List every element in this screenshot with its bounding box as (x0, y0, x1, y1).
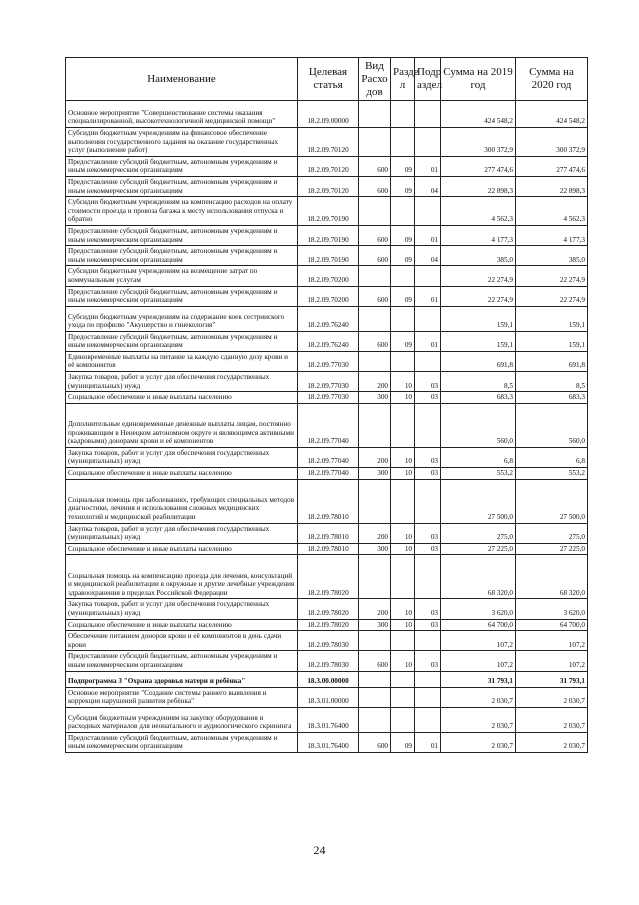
table-cell-name: Субсидии бюджетным учреждениям на финансовое обеспечение выполнения государственного задания на оказание государственных услуг (выполнение работ) (66, 128, 298, 157)
table-cell-target-article: 18.2.09.70120 (298, 156, 359, 176)
budget-page (65, 57, 587, 753)
table-row (66, 331, 588, 351)
table-cell-sum-2020: 691,8 (516, 351, 588, 371)
table-cell-target-article: 18.3.01.76400 (298, 707, 359, 732)
table-cell-target-article: 18.2.09.77040 (298, 403, 359, 447)
table-cell-section: 09 (391, 225, 415, 245)
table-cell-sum-2019: 2 030,7 (441, 687, 516, 707)
table-cell-sum-2019: 68 320,0 (441, 555, 516, 599)
table-cell-expense-type: 300 (359, 543, 391, 555)
table-cell-sum-2020: 31 793,1 (516, 671, 588, 687)
table-cell-section (391, 197, 415, 226)
header-sum-2019: Сумма на 2019 год (441, 58, 516, 101)
table-cell-section: 10 (391, 543, 415, 555)
table-row (66, 523, 588, 543)
table-cell-sum-2019: 2 030,7 (441, 707, 516, 732)
table-row (66, 372, 588, 392)
table-cell-expense-type (359, 707, 391, 732)
table-row (66, 286, 588, 306)
table-cell-expense-type (359, 101, 391, 128)
table-cell-sum-2019: 27 225,0 (441, 543, 516, 555)
table-cell-section: 09 (391, 246, 415, 266)
table-cell-section (391, 403, 415, 447)
table-cell-expense-type: 300 (359, 468, 391, 480)
table-cell-section (391, 101, 415, 128)
table-cell-expense-type (359, 687, 391, 707)
table-cell-sum-2019: 159,1 (441, 306, 516, 331)
table-cell-target-article: 18.2.09.77040 (298, 468, 359, 480)
table-cell-target-article: 18.2.09.70200 (298, 266, 359, 286)
header-name: Наименование (66, 58, 298, 101)
table-cell-sum-2020: 107,2 (516, 631, 588, 651)
table-cell-sum-2019: 3 620,0 (441, 599, 516, 619)
table-cell-sum-2020: 560,0 (516, 403, 588, 447)
table-cell-sum-2019: 159,1 (441, 331, 516, 351)
table-cell-target-article: 18.2.09.76240 (298, 331, 359, 351)
table-cell-sum-2019: 275,0 (441, 523, 516, 543)
header-subsection: Подр аздел (415, 58, 441, 101)
table-cell-name: Дополнительные единовременные денежные выплаты лицам, постоянно проживающим в Ненецком автономном округе и являющимся активными (кадровыми) донорами крови и её компонентов (66, 403, 298, 447)
table-cell-expense-type: 200 (359, 372, 391, 392)
table-cell-sum-2019: 27 500,0 (441, 479, 516, 523)
table-row (66, 156, 588, 176)
table-row (66, 468, 588, 480)
table-cell-section: 09 (391, 176, 415, 196)
table-cell-section (391, 707, 415, 732)
table-cell-section (391, 671, 415, 687)
table-cell-expense-type (359, 197, 391, 226)
table-cell-sum-2020: 300 372,9 (516, 128, 588, 157)
table-cell-name: Подпрограмма 3 "Охрана здоровья матери и ребёнка" (66, 671, 298, 687)
table-cell-sum-2020: 22 274,9 (516, 266, 588, 286)
table-cell-sum-2019: 22 274,9 (441, 266, 516, 286)
table-cell-name: Закупка товаров, работ и услуг для обеспечения государственных (муниципальных) нужд (66, 372, 298, 392)
table-cell-name: Предоставление субсидий бюджетным, автономным учреждениям и иным некоммерческим организациям (66, 176, 298, 196)
table-row (66, 176, 588, 196)
table-cell-subsection (415, 306, 441, 331)
table-cell-name: Социальное обеспечение и иные выплаты населению (66, 619, 298, 631)
header-sum-2020: Сумма на 2020 год (516, 58, 588, 101)
table-cell-subsection (415, 197, 441, 226)
table-row (66, 128, 588, 157)
table-cell-sum-2019: 560,0 (441, 403, 516, 447)
table-cell-target-article: 18.2.09.78020 (298, 555, 359, 599)
table-row (66, 619, 588, 631)
table-cell-subsection: 03 (415, 619, 441, 631)
table-row (66, 351, 588, 371)
table-cell-subsection (415, 403, 441, 447)
table-cell-sum-2020: 553,2 (516, 468, 588, 480)
table-cell-subsection: 01 (415, 156, 441, 176)
table-cell-subsection: 04 (415, 246, 441, 266)
table-cell-sum-2020: 683,3 (516, 392, 588, 404)
table-row (66, 225, 588, 245)
table-cell-target-article: 18.3.01.00000 (298, 687, 359, 707)
table-cell-section (391, 306, 415, 331)
table-cell-sum-2019: 107,2 (441, 651, 516, 671)
table-cell-sum-2020: 159,1 (516, 331, 588, 351)
table-cell-name: Предоставление субсидий бюджетным, автономным учреждениям и иным некоммерческим организациям (66, 651, 298, 671)
table-cell-sum-2019: 64 700,0 (441, 619, 516, 631)
table-cell-section: 10 (391, 392, 415, 404)
table-cell-sum-2019: 385,0 (441, 246, 516, 266)
table-cell-subsection: 01 (415, 286, 441, 306)
table-row (66, 631, 588, 651)
table-cell-sum-2019: 277 474,6 (441, 156, 516, 176)
table-cell-subsection: 03 (415, 651, 441, 671)
table-cell-expense-type (359, 671, 391, 687)
table-cell-sum-2019: 22 898,3 (441, 176, 516, 196)
table-cell-sum-2020: 4 562,3 (516, 197, 588, 226)
table-cell-sum-2020: 277 474,6 (516, 156, 588, 176)
table-cell-sum-2020: 2 030,7 (516, 707, 588, 732)
table-cell-name: Социальная помощь при заболеваниях, требующих специальных методов диагностики, лечения и использования сложных медицинских технологий и медицинской реабилитации (66, 479, 298, 523)
table-cell-subsection (415, 479, 441, 523)
table-cell-sum-2019: 300 372,9 (441, 128, 516, 157)
table-cell-subsection: 03 (415, 543, 441, 555)
header-target-article: Целевая статья (298, 58, 359, 101)
table-cell-target-article: 18.2.09.78020 (298, 619, 359, 631)
table-cell-expense-type: 600 (359, 156, 391, 176)
table-cell-name: Предоставление субсидий бюджетным, автономным учреждениям и иным некоммерческим организациям (66, 732, 298, 752)
table-cell-sum-2020: 3 620,0 (516, 599, 588, 619)
table-row (66, 543, 588, 555)
table-cell-sum-2020: 27 500,0 (516, 479, 588, 523)
table-cell-target-article: 18.2.09.78030 (298, 651, 359, 671)
table-cell-section: 10 (391, 651, 415, 671)
table-cell-target-article: 18.2.09.77030 (298, 372, 359, 392)
table-cell-name: Обеспечение питанием доноров крови и её компонентов в день сдачи крови (66, 631, 298, 651)
table-cell-name: Субсидии бюджетным учреждениям на содержание коек сестринского ухода по профилю "Акушерство и гинекология" (66, 306, 298, 331)
table-cell-section (391, 128, 415, 157)
table-row (66, 732, 588, 752)
table-cell-section: 09 (391, 156, 415, 176)
table-cell-subsection (415, 555, 441, 599)
table-cell-expense-type: 300 (359, 619, 391, 631)
table-cell-subsection: 03 (415, 392, 441, 404)
table-cell-target-article: 18.3.01.76400 (298, 732, 359, 752)
table-cell-target-article: 18.2.09.78030 (298, 631, 359, 651)
table-row (66, 306, 588, 331)
table-cell-expense-type: 600 (359, 246, 391, 266)
table-cell-sum-2020: 22 898,3 (516, 176, 588, 196)
table-cell-subsection: 01 (415, 732, 441, 752)
table-cell-section (391, 687, 415, 707)
table-cell-sum-2019: 424 548,2 (441, 101, 516, 128)
table-cell-sum-2019: 107,2 (441, 631, 516, 651)
table-cell-subsection: 03 (415, 372, 441, 392)
table-cell-section: 09 (391, 732, 415, 752)
table-cell-sum-2020: 27 225,0 (516, 543, 588, 555)
table-row (66, 555, 588, 599)
table-row (66, 707, 588, 732)
table-cell-expense-type: 200 (359, 447, 391, 467)
table-cell-target-article: 18.2.09.70120 (298, 176, 359, 196)
table-body (66, 101, 588, 753)
table-cell-sum-2020: 385,0 (516, 246, 588, 266)
table-cell-name: Предоставление субсидий бюджетным, автономным учреждениям и иным некоммерческим организациям (66, 286, 298, 306)
table-cell-subsection: 03 (415, 599, 441, 619)
table-cell-expense-type: 300 (359, 392, 391, 404)
table-cell-subsection: 03 (415, 468, 441, 480)
table-cell-section: 10 (391, 468, 415, 480)
table-cell-subsection (415, 101, 441, 128)
table-cell-sum-2019: 22 274,9 (441, 286, 516, 306)
table-cell-section (391, 351, 415, 371)
table-cell-expense-type: 600 (359, 176, 391, 196)
table-cell-target-article: 18.2.09.77030 (298, 392, 359, 404)
table-cell-subsection: 01 (415, 331, 441, 351)
table-row (66, 101, 588, 128)
table-cell-name: Социальное обеспечение и иные выплаты населению (66, 543, 298, 555)
table-cell-section: 10 (391, 619, 415, 631)
table-cell-expense-type (359, 128, 391, 157)
table-row (66, 447, 588, 467)
table-cell-subsection (415, 266, 441, 286)
table-cell-expense-type: 200 (359, 599, 391, 619)
table-cell-expense-type (359, 555, 391, 599)
table-cell-sum-2019: 8,5 (441, 372, 516, 392)
table-cell-target-article: 18.2.09.70190 (298, 197, 359, 226)
table-cell-target-article: 18.2.09.78010 (298, 523, 359, 543)
table-cell-expense-type (359, 631, 391, 651)
table-cell-sum-2019: 6,8 (441, 447, 516, 467)
table-cell-name: Предоставление субсидий бюджетным, автономным учреждениям и иным некоммерческим организациям (66, 225, 298, 245)
table-cell-subsection (415, 631, 441, 651)
table-cell-expense-type (359, 479, 391, 523)
table-row (66, 599, 588, 619)
table-cell-sum-2020: 424 548,2 (516, 101, 588, 128)
table-cell-name: Социальное обеспечение и иные выплаты населению (66, 392, 298, 404)
table-cell-name: Субсидии бюджетным учреждениям на возмещение затрат по коммунальным услугам (66, 266, 298, 286)
table-row (66, 479, 588, 523)
table-cell-sum-2020: 68 320,0 (516, 555, 588, 599)
table-cell-target-article: 18.2.09.78010 (298, 543, 359, 555)
table-cell-section: 10 (391, 523, 415, 543)
table-cell-subsection (415, 707, 441, 732)
table-cell-sum-2020: 2 030,7 (516, 732, 588, 752)
table-cell-expense-type: 600 (359, 225, 391, 245)
table-cell-target-article: 18.2.09.70120 (298, 128, 359, 157)
table-cell-section (391, 555, 415, 599)
table-row (66, 651, 588, 671)
table-cell-expense-type: 200 (359, 523, 391, 543)
table-cell-sum-2019: 553,2 (441, 468, 516, 480)
table-cell-sum-2020: 64 700,0 (516, 619, 588, 631)
table-cell-sum-2019: 2 030,7 (441, 732, 516, 752)
table-cell-expense-type (359, 351, 391, 371)
table-cell-target-article: 18.2.09.77030 (298, 351, 359, 371)
table-cell-target-article: 18.2.09.78010 (298, 479, 359, 523)
table-cell-target-article: 18.2.09.77040 (298, 447, 359, 467)
table-cell-name: Социальное обеспечение и иные выплаты населению (66, 468, 298, 480)
table-cell-name: Субсидии бюджетным учреждениям на компенсацию расходов на оплату стоимости проезда и провоза багажа к месту использования отпуска и обратно (66, 197, 298, 226)
table-cell-name: Социальная помощь на компенсацию проезда для лечения, консультаций и медицинской реабилитации в окружные и другие лечебные учреждения здравоохранения в пределах Российской Федерации (66, 555, 298, 599)
header-section: Разде л (391, 58, 415, 101)
table-cell-sum-2020: 159,1 (516, 306, 588, 331)
table-cell-subsection: 03 (415, 523, 441, 543)
table-cell-expense-type: 600 (359, 732, 391, 752)
table-cell-sum-2020: 22 274,9 (516, 286, 588, 306)
table-cell-name: Основное мероприятие "Создание системы раннего выявления и коррекции нарушений развития ребёнка" (66, 687, 298, 707)
table-cell-section: 10 (391, 599, 415, 619)
table-cell-name: Предоставление субсидий бюджетным, автономным учреждениям и иным некоммерческим организациям (66, 156, 298, 176)
table-cell-sum-2020: 6,8 (516, 447, 588, 467)
table-cell-section: 10 (391, 447, 415, 467)
table-row (66, 392, 588, 404)
table-cell-name: Закупка товаров, работ и услуг для обеспечения государственных (муниципальных) нужд (66, 523, 298, 543)
table-cell-section: 10 (391, 372, 415, 392)
table-cell-target-article: 18.2.09.76240 (298, 306, 359, 331)
table-cell-section (391, 479, 415, 523)
table-cell-name: Единовременные выплаты на питание за каждую сданную дозу крови и её компонентов (66, 351, 298, 371)
table-cell-name: Предоставление субсидий бюджетным, автономным учреждениям и иным некоммерческим организациям (66, 331, 298, 351)
budget-table (65, 57, 588, 753)
table-cell-subsection: 04 (415, 176, 441, 196)
table-cell-section: 09 (391, 286, 415, 306)
table-cell-subsection (415, 671, 441, 687)
table-cell-subsection (415, 687, 441, 707)
table-row (66, 266, 588, 286)
table-cell-expense-type (359, 306, 391, 331)
table-cell-sum-2020: 8,5 (516, 372, 588, 392)
page-number: 24 (313, 843, 326, 857)
table-row (66, 246, 588, 266)
table-cell-name: Основное мероприятие "Совершенствование системы оказания специализированной, высокотехнологичной медицинской помощи" (66, 101, 298, 128)
table-cell-expense-type: 600 (359, 286, 391, 306)
table-cell-target-article: 18.2.09.70190 (298, 225, 359, 245)
table-cell-section: 09 (391, 331, 415, 351)
table-cell-sum-2019: 31 793,1 (441, 671, 516, 687)
table-cell-target-article: 18.2.09.00000 (298, 101, 359, 128)
table-cell-target-article: 18.2.09.78020 (298, 599, 359, 619)
table-cell-subsection: 01 (415, 225, 441, 245)
table-row (66, 403, 588, 447)
table-cell-name: Предоставление субсидий бюджетным, автономным учреждениям и иным некоммерческим организациям (66, 246, 298, 266)
header-expense-type: Вид Расхо дов (359, 58, 391, 101)
table-cell-target-article: 18.2.09.70200 (298, 286, 359, 306)
table-row (66, 687, 588, 707)
table-cell-name: Закупка товаров, работ и услуг для обеспечения государственных (муниципальных) нужд (66, 447, 298, 467)
table-cell-expense-type (359, 403, 391, 447)
table-cell-sum-2019: 683,3 (441, 392, 516, 404)
table-cell-sum-2019: 4 177,3 (441, 225, 516, 245)
table-cell-expense-type: 600 (359, 331, 391, 351)
table-cell-sum-2019: 4 562,3 (441, 197, 516, 226)
table-cell-sum-2020: 4 177,3 (516, 225, 588, 245)
table-cell-subsection (415, 351, 441, 371)
table-cell-sum-2020: 275,0 (516, 523, 588, 543)
table-cell-section (391, 266, 415, 286)
table-cell-name: Субсидия бюджетным учреждениям на закупку оборудования и расходных материалов для неонатального и аудиологического скрининга (66, 707, 298, 732)
table-cell-subsection: 03 (415, 447, 441, 467)
table-header-row (66, 58, 588, 101)
table-row (66, 197, 588, 226)
table-cell-name: Закупка товаров, работ и услуг для обеспечения государственных (муниципальных) нужд (66, 599, 298, 619)
table-cell-target-article: 18.2.09.70190 (298, 246, 359, 266)
table-cell-sum-2019: 691,8 (441, 351, 516, 371)
table-row (66, 671, 588, 687)
table-cell-sum-2020: 2 030,7 (516, 687, 588, 707)
table-cell-section (391, 631, 415, 651)
table-cell-sum-2020: 107,2 (516, 651, 588, 671)
table-cell-target-article: 18.3.00.00000 (298, 671, 359, 687)
table-cell-expense-type: 600 (359, 651, 391, 671)
table-cell-expense-type (359, 266, 391, 286)
table-cell-subsection (415, 128, 441, 157)
